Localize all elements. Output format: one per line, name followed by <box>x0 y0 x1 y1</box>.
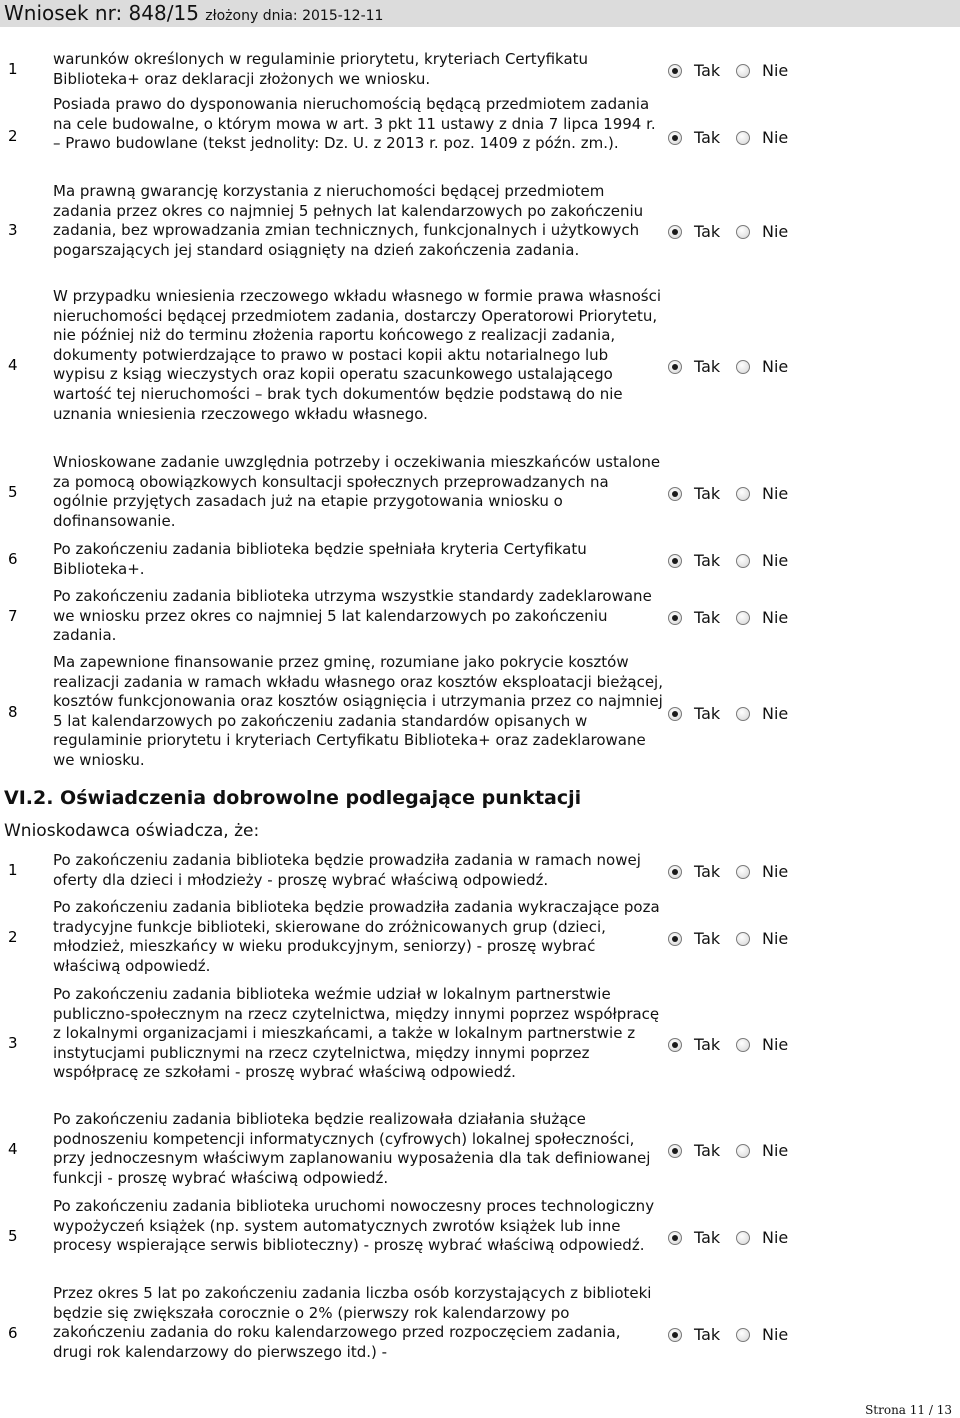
declaration-row <box>0 50 960 90</box>
yes-no-choice <box>668 1228 808 1248</box>
declaration-text: Po zakończeniu zadania biblioteka będzie spełniała kryteria Certyfikatu Biblioteka+. <box>53 540 587 578</box>
yes-no-choice <box>668 128 808 148</box>
radio-nie[interactable] <box>736 554 750 568</box>
label-tak: Tak <box>694 1141 721 1160</box>
declaration-text: Po zakończeniu zadania biblioteka będzie prowadziła zadania w ramach nowej oferty dla dzieci i młodzieży - proszę wybrać właściwą odpowiedź. <box>53 851 641 889</box>
label-tak: Tak <box>694 608 721 627</box>
label-tak: Tak <box>694 484 721 503</box>
radio-tak[interactable] <box>668 487 682 501</box>
declaration-text: warunków określonych w regulaminie priorytetu, kryteriach Certyfikatu Biblioteka+ oraz deklaracji złożonych we wniosku. <box>53 50 589 88</box>
declaration-text: W przypadku wniesienia rzeczowego wkładu własnego w formie prawa własności nieruchomości będącej przedmiotem zadania, dostarczy Operatorowi Priorytetu, nie później niż do terminu złożenia raportu końcowego z realizacji zadania, dokumenty potwierdzające to prawo w postaci kopii aktu notarialnego lub wypisu z ksiąg wieczystych oraz kopii operatu szacunkowego ustalającego wartość tej nieruchomości – brak tych dokumentów będzie podstawą do nie uznania wniesienia rzeczowego wkładu własnego. <box>53 287 661 423</box>
radio-tak[interactable] <box>668 1144 682 1158</box>
label-nie: Nie <box>762 1228 789 1247</box>
yes-no-choice <box>668 929 808 949</box>
radio-nie[interactable] <box>736 64 750 78</box>
declaration-text: Wnioskowane zadanie uwzględnia potrzeby i oczekiwania mieszkańców ustalone za pomocą obowiązkowych konsultacji społecznych przeprowadzanych na ogólnie przyjętych zasadach już na etapie przygotowania wniosku o dofinansowanie. <box>53 453 661 530</box>
yes-no-choice <box>668 484 808 504</box>
declaration-row <box>0 1110 960 1190</box>
radio-nie[interactable] <box>736 360 750 374</box>
declaration-row <box>0 453 960 533</box>
declaration-number: 6 <box>8 550 18 568</box>
label-nie: Nie <box>762 1325 789 1344</box>
declaration-number: 4 <box>8 1140 18 1158</box>
radio-tak[interactable] <box>668 611 682 625</box>
label-nie: Nie <box>762 61 789 80</box>
declaration-text: Po zakończeniu zadania biblioteka utrzyma wszystkie standardy zadeklarowane we wniosku przez okres co najmniej 5 lat kalendarzowych po zakończeniu zadania. <box>53 587 652 645</box>
label-nie: Nie <box>762 929 789 948</box>
declaration-row <box>0 1284 960 1384</box>
page-number: Strona 11 / 13 <box>865 1403 952 1417</box>
yes-no-choice <box>668 704 808 724</box>
radio-nie[interactable] <box>736 225 750 239</box>
yes-no-choice <box>668 1035 808 1055</box>
declaration-text: Posiada prawo do dysponowania nieruchomością będącą przedmiotem zadania na cele budowalne, o którym mowa w art. 3 pkt 11 ustawy z dnia 7 lipca 1994 r. – Prawo budowlane (tekst jednolity: Dz. U. z 2013 r. poz. 1409 z późn. zm.). <box>53 95 656 153</box>
label-tak: Tak <box>694 357 721 376</box>
label-tak: Tak <box>694 1325 721 1344</box>
declaration-text: Po zakończeniu zadania biblioteka będzie prowadziła zadania wykraczające poza tradycyjne funkcje biblioteki, skierowane do zróżnicowanych grup (dzieci, młodzież, mieszkańcy w wieku produkcyjnym, seniorzy) - proszę wybrać właściwą odpowiedź. <box>53 898 660 975</box>
section-title: VI.2. Oświadczenia dobrowolne podlegające punktacji <box>4 787 582 809</box>
yes-no-choice <box>668 551 808 571</box>
declaration-text: Ma zapewnione finansowanie przez gminę, rozumiane jako pokrycie kosztów realizacji zadania w ramach wkładu własnego oraz kosztów eksploatacji bieżącej, kosztów funkcjonowania oraz kosztów osiągnięcia i utrzymania przez co najmniej 5 lat kalendarzowych po zakończeniu zadania standardów opisanych w regulaminie priorytetu i kryteriach Certyfikatu Biblioteka+ oraz zadeklarowane we wniosku. <box>53 653 663 769</box>
yes-no-choice <box>668 862 808 882</box>
radio-nie[interactable] <box>736 865 750 879</box>
radio-nie[interactable] <box>736 487 750 501</box>
yes-no-choice <box>668 608 808 628</box>
label-tak: Tak <box>694 1228 721 1247</box>
submission-date: złożony dnia: 2015-12-11 <box>205 8 384 24</box>
declaration-row <box>0 540 960 580</box>
declaration-text: Po zakończeniu zadania biblioteka będzie realizowała działania służące podnoszeniu kompetencji informatycznych (cyfrowych) lokalnej społeczności, przy jednoczesnym właściwym zaplanowaniu wyposażenia dla tak definiowanej funkcji - proszę wybrać właściwą odpowiedź. <box>53 1110 651 1187</box>
declaration-number: 8 <box>8 703 18 721</box>
label-nie: Nie <box>762 484 789 503</box>
declaration-number: 3 <box>8 1034 18 1052</box>
radio-tak[interactable] <box>668 707 682 721</box>
declaration-row <box>0 851 960 891</box>
application-title <box>4 0 383 30</box>
label-tak: Tak <box>694 222 721 241</box>
label-nie: Nie <box>762 357 789 376</box>
radio-tak[interactable] <box>668 1328 682 1342</box>
declaration-number: 4 <box>8 356 18 374</box>
declaration-text: Po zakończeniu zadania biblioteka uruchomi nowoczesny proces technologiczny wypożyczeń książek (np. system automatycznych zwrotów książek lub inne procesy wspierające serwis biblioteczny) - proszę wybrać właściwą odpowiedź. <box>53 1197 655 1255</box>
label-tak: Tak <box>694 704 721 723</box>
section-subtitle: Wnioskodawca oświadcza, że: <box>4 821 260 841</box>
label-nie: Nie <box>762 551 789 570</box>
label-nie: Nie <box>762 1035 789 1054</box>
declaration-number: 5 <box>8 483 18 501</box>
declaration-number: 5 <box>8 1227 18 1245</box>
declaration-row <box>0 182 960 280</box>
radio-tak[interactable] <box>668 225 682 239</box>
declaration-row <box>0 287 960 445</box>
declaration-number: 3 <box>8 221 18 239</box>
label-tak: Tak <box>694 1035 721 1054</box>
declaration-row <box>0 587 960 647</box>
radio-nie[interactable] <box>736 932 750 946</box>
label-nie: Nie <box>762 704 789 723</box>
radio-nie[interactable] <box>736 1328 750 1342</box>
radio-tak[interactable] <box>668 865 682 879</box>
declaration-row <box>0 653 960 773</box>
radio-nie[interactable] <box>736 131 750 145</box>
yes-no-choice <box>668 1325 808 1345</box>
declaration-number: 7 <box>8 607 18 625</box>
label-tak: Tak <box>694 862 721 881</box>
declaration-text: Ma prawną gwarancję korzystania z nieruchomości będącej przedmiotem zadania przez okres co najmniej 5 pełnych lat kalendarzowych po zakończeniu zadania, bez wprowadzania zmian technicznych, funkcjonalnych i użytkowych pogarszających jej standard osiągnięty na dzień zakończenia zadania. <box>53 182 644 259</box>
declaration-number: 2 <box>8 928 18 946</box>
label-nie: Nie <box>762 608 789 627</box>
label-nie: Nie <box>762 1141 789 1160</box>
label-nie: Nie <box>762 862 789 881</box>
yes-no-choice <box>668 357 808 377</box>
radio-tak[interactable] <box>668 554 682 568</box>
label-tak: Tak <box>694 551 721 570</box>
declaration-row <box>0 985 960 1103</box>
radio-nie[interactable] <box>736 1231 750 1245</box>
radio-tak[interactable] <box>668 1038 682 1052</box>
radio-tak[interactable] <box>668 1231 682 1245</box>
label-tak: Tak <box>694 929 721 948</box>
radio-nie[interactable] <box>736 1144 750 1158</box>
yes-no-choice <box>668 1141 808 1161</box>
radio-tak[interactable] <box>668 932 682 946</box>
radio-nie[interactable] <box>736 707 750 721</box>
application-number: Wniosek nr: 848/15 <box>4 1 199 25</box>
radio-nie[interactable] <box>736 611 750 625</box>
yes-no-choice <box>668 222 808 242</box>
label-nie: Nie <box>762 128 789 147</box>
declaration-row <box>0 898 960 978</box>
declaration-text: Przez okres 5 lat po zakończeniu zadania liczba osób korzystających z biblioteki będzie się zwiększała corocznie o 2% (pierwszy rok kalendarzowy po zakończeniu zadania do roku kalendarzowego przed rozpoczęciem zadania, drugi rok kalendarzowy do pierwszego itd.) - <box>53 1284 652 1361</box>
page-header <box>0 0 960 27</box>
label-nie: Nie <box>762 222 789 241</box>
label-tak: Tak <box>694 128 721 147</box>
declaration-number: 1 <box>8 861 18 879</box>
declaration-number: 6 <box>8 1324 18 1342</box>
declaration-row <box>0 1197 960 1277</box>
radio-nie[interactable] <box>736 1038 750 1052</box>
label-tak: Tak <box>694 61 721 80</box>
radio-tak[interactable] <box>668 360 682 374</box>
radio-tak[interactable] <box>668 131 682 145</box>
radio-tak[interactable] <box>668 64 682 78</box>
declaration-text: Po zakończeniu zadania biblioteka weźmie udział w lokalnym partnerstwie publiczno-społecznym na rzecz czytelnictwa, między innymi poprzez współpracę z lokalnymi organizacjami i mieszkańcami, a także w lokalnym partnerstwie z instytucjami publicznymi na rzecz czytelnictwa, między innymi poprzez współpracę ze szkołami - proszę wybrać właściwą odpowiedź. <box>53 985 660 1082</box>
yes-no-choice <box>668 61 808 81</box>
declaration-number: 2 <box>8 127 18 145</box>
declaration-number: 1 <box>8 60 18 78</box>
declaration-row <box>0 95 960 179</box>
